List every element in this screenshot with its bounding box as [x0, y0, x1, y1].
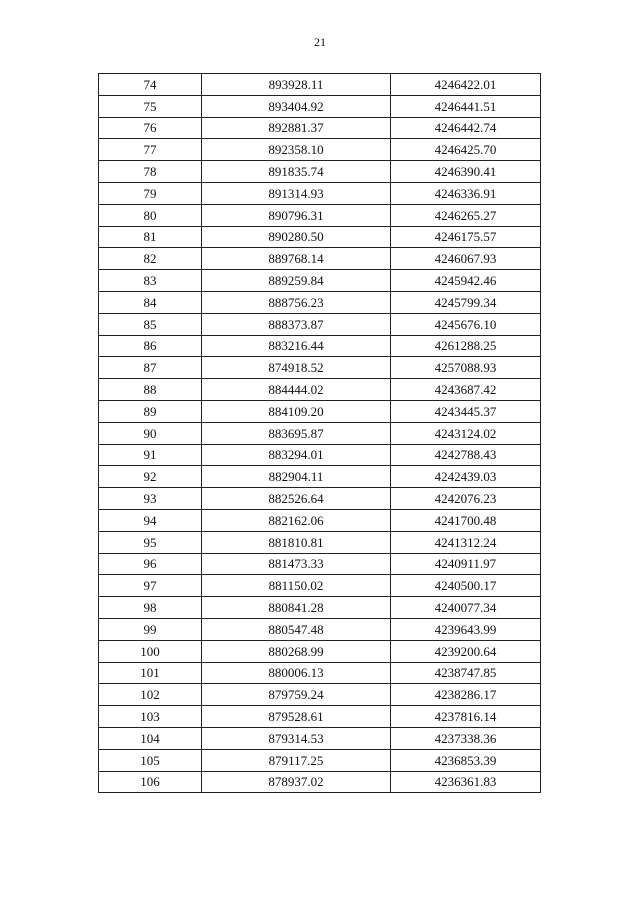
point-number-cell: 96	[99, 553, 202, 575]
point-number-cell: 102	[99, 684, 202, 706]
x-coordinate-cell: 890280.50	[202, 226, 391, 248]
x-coordinate-cell: 879528.61	[202, 706, 391, 728]
table-row	[99, 662, 541, 684]
y-coordinate-cell: 4242788.43	[391, 444, 541, 466]
table-row	[99, 291, 541, 313]
x-coordinate-cell: 892881.37	[202, 117, 391, 139]
point-number-cell: 92	[99, 466, 202, 488]
x-coordinate-cell: 891314.93	[202, 182, 391, 204]
y-coordinate-cell: 4261288.25	[391, 335, 541, 357]
x-coordinate-cell: 891835.74	[202, 161, 391, 183]
point-number-cell: 75	[99, 95, 202, 117]
point-number-cell: 104	[99, 727, 202, 749]
y-coordinate-cell: 4240911.97	[391, 553, 541, 575]
table-row	[99, 270, 541, 292]
x-coordinate-cell: 881810.81	[202, 531, 391, 553]
y-coordinate-cell: 4246265.27	[391, 204, 541, 226]
x-coordinate-cell: 881150.02	[202, 575, 391, 597]
x-coordinate-cell: 880268.99	[202, 640, 391, 662]
point-number-cell: 106	[99, 771, 202, 793]
table-row	[99, 509, 541, 531]
table-row	[99, 357, 541, 379]
y-coordinate-cell: 4242076.23	[391, 488, 541, 510]
x-coordinate-cell: 879117.25	[202, 749, 391, 771]
point-number-cell: 87	[99, 357, 202, 379]
table-row	[99, 248, 541, 270]
table-row	[99, 684, 541, 706]
x-coordinate-cell: 878937.02	[202, 771, 391, 793]
point-number-cell: 89	[99, 400, 202, 422]
x-coordinate-cell: 888756.23	[202, 291, 391, 313]
y-coordinate-cell: 4243687.42	[391, 379, 541, 401]
x-coordinate-cell: 892358.10	[202, 139, 391, 161]
y-coordinate-cell: 4246422.01	[391, 74, 541, 96]
table-row	[99, 706, 541, 728]
table-row	[99, 226, 541, 248]
point-number-cell: 97	[99, 575, 202, 597]
table-row	[99, 161, 541, 183]
table-row	[99, 444, 541, 466]
x-coordinate-cell: 882904.11	[202, 466, 391, 488]
y-coordinate-cell: 4245942.46	[391, 270, 541, 292]
table-row	[99, 422, 541, 444]
table-row	[99, 139, 541, 161]
point-number-cell: 101	[99, 662, 202, 684]
point-number-cell: 85	[99, 313, 202, 335]
point-number-cell: 74	[99, 74, 202, 96]
x-coordinate-cell: 881473.33	[202, 553, 391, 575]
point-number-cell: 78	[99, 161, 202, 183]
point-number-cell: 83	[99, 270, 202, 292]
x-coordinate-cell: 879314.53	[202, 727, 391, 749]
table-row	[99, 400, 541, 422]
table-row	[99, 575, 541, 597]
x-coordinate-cell: 883216.44	[202, 335, 391, 357]
y-coordinate-cell: 4245676.10	[391, 313, 541, 335]
y-coordinate-cell: 4239200.64	[391, 640, 541, 662]
x-coordinate-cell: 889768.14	[202, 248, 391, 270]
y-coordinate-cell: 4246336.91	[391, 182, 541, 204]
table-row	[99, 313, 541, 335]
y-coordinate-cell: 4246442.74	[391, 117, 541, 139]
y-coordinate-cell: 4237338.36	[391, 727, 541, 749]
y-coordinate-cell: 4246441.51	[391, 95, 541, 117]
point-number-cell: 88	[99, 379, 202, 401]
y-coordinate-cell: 4242439.03	[391, 466, 541, 488]
table-row	[99, 95, 541, 117]
point-number-cell: 82	[99, 248, 202, 270]
point-number-cell: 103	[99, 706, 202, 728]
y-coordinate-cell: 4257088.93	[391, 357, 541, 379]
x-coordinate-cell: 883294.01	[202, 444, 391, 466]
x-coordinate-cell: 888373.87	[202, 313, 391, 335]
table-row	[99, 618, 541, 640]
point-number-cell: 86	[99, 335, 202, 357]
table-row	[99, 597, 541, 619]
y-coordinate-cell: 4245799.34	[391, 291, 541, 313]
y-coordinate-cell: 4243445.37	[391, 400, 541, 422]
point-number-cell: 90	[99, 422, 202, 444]
point-number-cell: 100	[99, 640, 202, 662]
table-row	[99, 335, 541, 357]
point-number-cell: 105	[99, 749, 202, 771]
table-row	[99, 182, 541, 204]
point-number-cell: 77	[99, 139, 202, 161]
x-coordinate-cell: 893404.92	[202, 95, 391, 117]
point-number-cell: 84	[99, 291, 202, 313]
x-coordinate-cell: 890796.31	[202, 204, 391, 226]
table-row	[99, 488, 541, 510]
coordinates-table	[98, 73, 541, 793]
y-coordinate-cell: 4238747.85	[391, 662, 541, 684]
point-number-cell: 93	[99, 488, 202, 510]
table-row	[99, 749, 541, 771]
y-coordinate-cell: 4240500.17	[391, 575, 541, 597]
table-row	[99, 727, 541, 749]
x-coordinate-cell: 882526.64	[202, 488, 391, 510]
y-coordinate-cell: 4241312.24	[391, 531, 541, 553]
x-coordinate-cell: 880006.13	[202, 662, 391, 684]
y-coordinate-cell: 4236853.39	[391, 749, 541, 771]
point-number-cell: 76	[99, 117, 202, 139]
y-coordinate-cell: 4241700.48	[391, 509, 541, 531]
x-coordinate-cell: 893928.11	[202, 74, 391, 96]
y-coordinate-cell: 4240077.34	[391, 597, 541, 619]
point-number-cell: 98	[99, 597, 202, 619]
table-row	[99, 117, 541, 139]
y-coordinate-cell: 4239643.99	[391, 618, 541, 640]
table-row	[99, 771, 541, 793]
x-coordinate-cell: 880547.48	[202, 618, 391, 640]
x-coordinate-cell: 883695.87	[202, 422, 391, 444]
point-number-cell: 80	[99, 204, 202, 226]
table-body	[99, 74, 541, 793]
y-coordinate-cell: 4246425.70	[391, 139, 541, 161]
x-coordinate-cell: 882162.06	[202, 509, 391, 531]
y-coordinate-cell: 4238286.17	[391, 684, 541, 706]
table-row	[99, 640, 541, 662]
y-coordinate-cell: 4237816.14	[391, 706, 541, 728]
y-coordinate-cell: 4246390.41	[391, 161, 541, 183]
point-number-cell: 99	[99, 618, 202, 640]
y-coordinate-cell: 4246067.93	[391, 248, 541, 270]
table-row	[99, 531, 541, 553]
table-row	[99, 466, 541, 488]
point-number-cell: 91	[99, 444, 202, 466]
table-row	[99, 379, 541, 401]
x-coordinate-cell: 889259.84	[202, 270, 391, 292]
page-number: 21	[314, 35, 326, 49]
x-coordinate-cell: 884109.20	[202, 400, 391, 422]
x-coordinate-cell: 879759.24	[202, 684, 391, 706]
y-coordinate-cell: 4243124.02	[391, 422, 541, 444]
y-coordinate-cell: 4236361.83	[391, 771, 541, 793]
x-coordinate-cell: 884444.02	[202, 379, 391, 401]
table-row	[99, 553, 541, 575]
table-row	[99, 74, 541, 96]
x-coordinate-cell: 874918.52	[202, 357, 391, 379]
point-number-cell: 81	[99, 226, 202, 248]
y-coordinate-cell: 4246175.57	[391, 226, 541, 248]
x-coordinate-cell: 880841.28	[202, 597, 391, 619]
table-row	[99, 204, 541, 226]
point-number-cell: 94	[99, 509, 202, 531]
point-number-cell: 79	[99, 182, 202, 204]
point-number-cell: 95	[99, 531, 202, 553]
